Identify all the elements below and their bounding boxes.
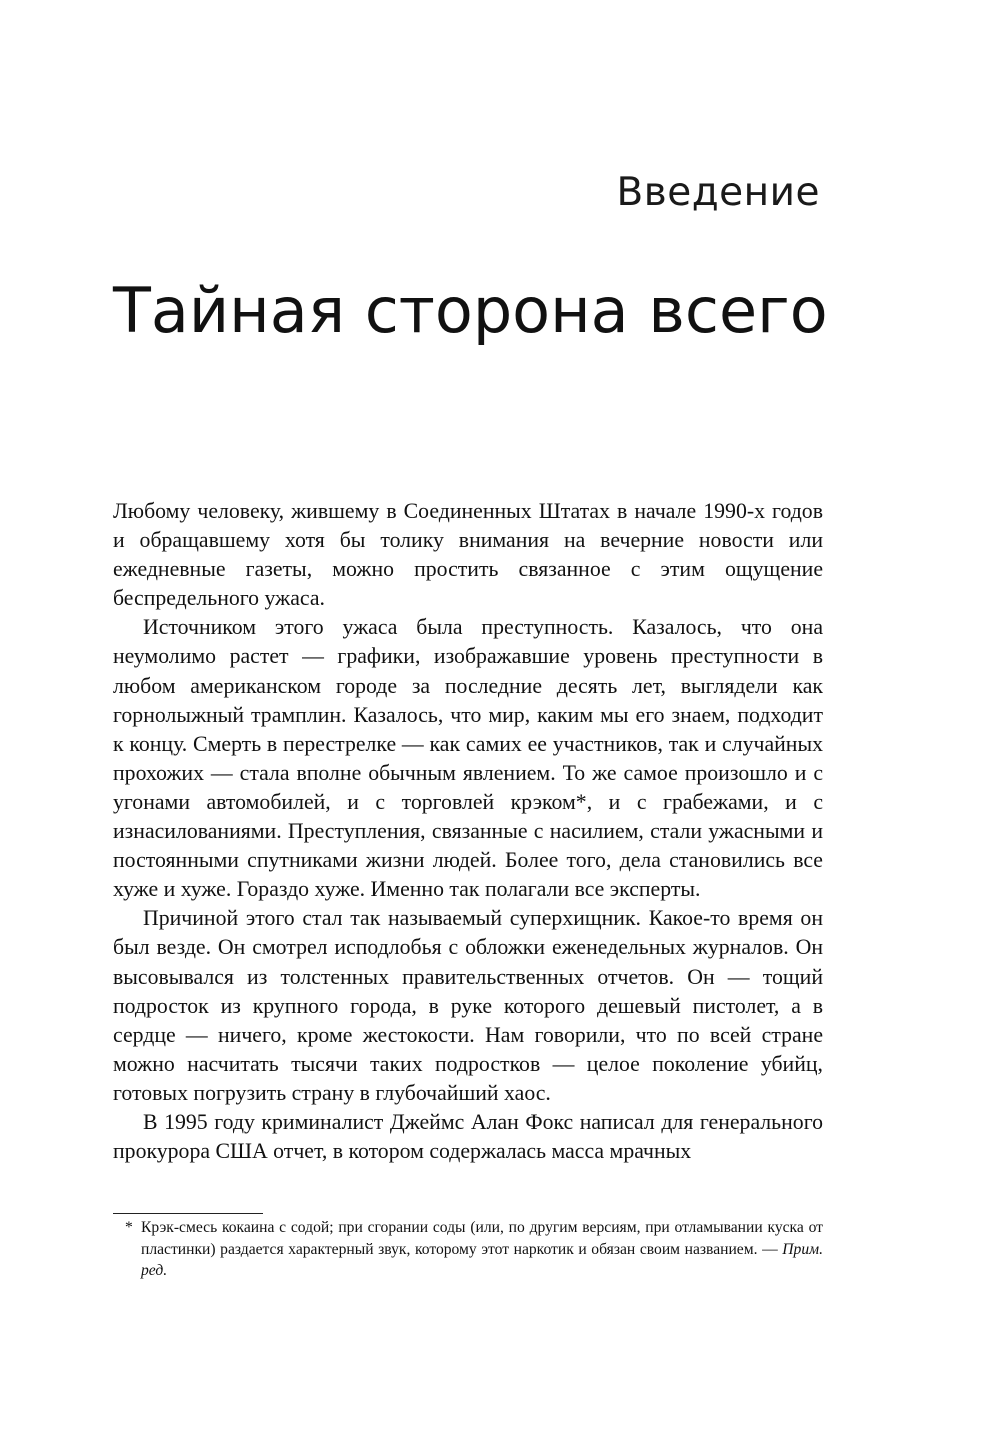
chapter-label: Введение: [616, 170, 820, 215]
body-text: [113, 497, 823, 1166]
footnote-mark: *: [125, 1219, 133, 1236]
paragraph: Любому человеку, жившему в Соединенных Штатах в начале 1990-х годов и обращавшему хотя бы толику внимания на вечерние новости или ежедневные газеты, можно простить связанное с этим ощущение беспредельного ужаса.: [113, 499, 823, 611]
chapter-title: Тайная сторона всего: [113, 274, 828, 347]
paragraph: Источником этого ужаса была преступность. Казалось, что она неумолимо растет — графики, изображавшие уровень преступности в любом американском городе за последние десять лет, выглядели как горнолыжный трамплин. Казалось, что мир, каким мы его знаем, подходит к концу. Смерть в перестрелке — как самих ее участников, так и случайных прохожих — стала вполне обычным явлением. То же самое произошло и с угонами автомобилей, и с торговлей крэком*, и с грабежами, и с изнасилованиями. Преступления, связанные с насилием, стали ужасными и постоянными спутниками жизни людей. Более того, дела становились все хуже и хуже. Гораздо хуже. Именно так полагали все эксперты.: [113, 615, 823, 902]
paragraph: Причиной этого стал так называемый суперхищник. Какое-то время он был везде. Он смотрел исподлобья с обложки еженедельных журналов. Он высовывался из толстенных правительственных отчетов. Он — тощий подросток из крупного города, в руке которого дешевый пистолет, а в сердце — ничего, кроме жестокости. Нам говорили, что по всей стране можно насчитать тысячи таких подростков — целое поколение убийц, готовых погрузить страну в глубочайший хаос.: [113, 906, 823, 1105]
paragraph: В 1995 году криминалист Джеймс Алан Фокс написал для генерального прокурора США отчет, в котором содержалась масса мрачных: [113, 1109, 823, 1164]
footnote: [113, 1217, 823, 1282]
footnote-divider: [113, 1213, 263, 1214]
editor-note: Прим. ред.: [141, 1240, 823, 1279]
footnote-text: Крэк-смесь кокаина с содой; при сгорании соды (или, по другим версиям, при отламывании куска от пластинки) раздается характерный звук, которому этот наркотик и обязан своим названием. —: [141, 1219, 823, 1258]
footnote-body: [113, 1217, 823, 1282]
